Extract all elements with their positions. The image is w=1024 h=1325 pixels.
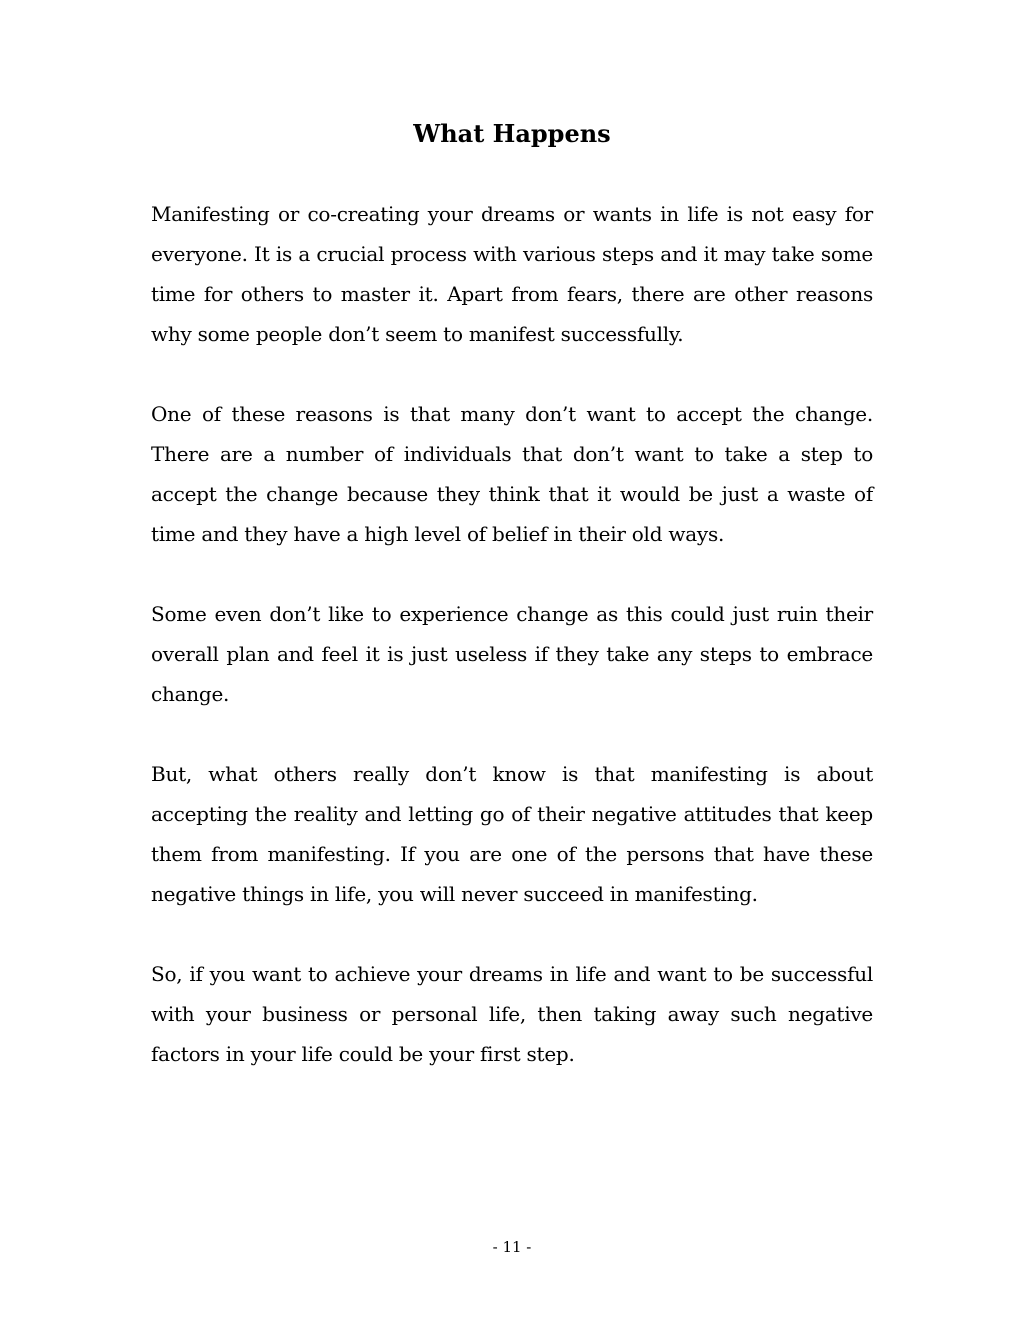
paragraph: So, if you want to achieve your dreams in life and want to be successful with your business or personal life, then taking away such negative factors in your life could be your first step. — [151, 962, 873, 1066]
page-number: - 11 - — [492, 1238, 532, 1256]
body-text — [151, 194, 873, 1114]
paragraph: But, what others really don’t know is that manifesting is about accepting the reality and letting go of their negative attitudes that keep them from manifesting. If you are one of the persons that have these negative things in life, you will never succeed in manifesting. — [151, 762, 873, 906]
paragraph: Some even don’t like to experience change as this could just ruin their overall plan and feel it is just useless if they take any steps to embrace change. — [151, 602, 873, 706]
paragraph: One of these reasons is that many don’t want to accept the change. There are a number of individuals that don’t want to take a step to accept the change because they think that it would be just a waste of time and they have a high level of belief in their old ways. — [151, 402, 873, 546]
paragraph: Manifesting or co-creating your dreams or wants in life is not easy for everyone. It is a crucial process with various steps and it may take some time for others to master it. Apart from fears, there are other reasons why some people don’t seem to manifest successfully. — [151, 202, 873, 346]
page-title: What Happens — [413, 119, 611, 148]
